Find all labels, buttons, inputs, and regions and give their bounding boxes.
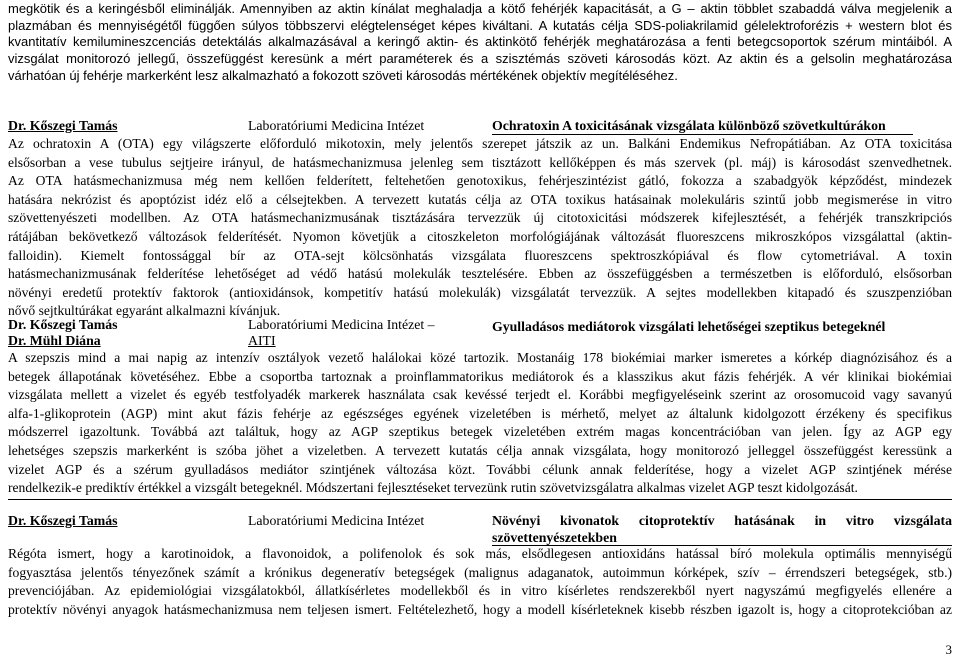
body-line: hatására nekrózist és apoptózist idéz elő a célsejtekben. A tervezett kutatás célja az OTA toxikus hatásainak molekuláris szintű jobb megismerése in vitro [8, 191, 952, 207]
body-line: nővő sejtkultúrákat egyaránt alkalmazni kívánjuk. [8, 303, 281, 319]
section-title: Ochratoxin A toxicitásának vizsgálata különböző szövetkultúrákon [492, 117, 913, 135]
body-line: rátájában bekövetkező változások felderítését. Nyomon követjük a citoszkeleton morfológiájának változását fluoreszcens mikroszkópos vizsgálattal (aktin- [8, 228, 952, 244]
body-line: falloidin). Kiemelt fontossággal bír az OTA-sejt kölcsönhatás vizsgálata fluoreszcens spektroszkópiával és flow cytometriával. A toxin [8, 247, 952, 263]
section-body [8, 545, 952, 619]
title-line: Növényi kivonatok citoprotektív hatásának in vitro vizsgálata [492, 513, 952, 528]
section-institute: AITI [248, 333, 276, 348]
page-number: 3 [945, 642, 952, 657]
body-line: szövettenyészeti modellben. Az OTA hatásmechanizmusának tisztázására tervezzük új citotoxicitási módszerek kifejlesztését, a fehérjék transzkripciós [8, 210, 952, 226]
section-divider [8, 499, 952, 500]
body-line: Régóta ismert, hogy a karotinoidok, a flavonoidok, a polifenolok és sok más, elsődlegesen antioxidáns hatással bíró molekula optimális mennyiségű [8, 546, 952, 561]
section-author: Dr. Mühl Diána [8, 333, 101, 348]
section-author: Dr. Kőszegi Tamás [8, 317, 118, 332]
intro-line: megkötik és a keringésből eliminálják. Amennyiben az aktin kínálat meghaladja a kötő fehérjék kapacitását, a G – aktin többlet szabaddá válva megjelenik a [8, 1, 952, 16]
intro-paragraph [8, 1, 952, 85]
section-title [492, 512, 952, 546]
section-institute: Laboratóriumi Medicina Intézet [248, 118, 425, 133]
body-line: vizsgálata mellett a vizelet és egyéb testfolyadék markerek használata csak kevéssé terjedt el. Korábbi megfigyeléseink szerint az orosomucoid vagy savanyú [8, 387, 952, 403]
body-line: A szepszis mind a mai napig az intenzív osztályok vezető halálokai közé tartozik. Mostanáig 178 biokémiai marker ismeretes a kórkép diagnózisához és a [8, 350, 952, 365]
title-line: szövettenyészetekben [492, 530, 617, 545]
body-line: növényi eredetű protektív faktorok (antioxidánsok, kompetitív hatású molekulák) vizsgálatát tervezzük. A sejtes modellekben kitapadó és szuszpenzióban [8, 284, 952, 300]
body-line: hatásmechanizmusának felderítése lehetőséget ad védő hatású molekulák tesztelésére. Ebben az összefüggésben a természetben is előforduló, elsősorban [8, 266, 952, 282]
body-line: rendelkezik-e prediktív értékkel a vizsgált betegeknél. Módszertani fejlesztéseket tervezünk rutin szövetvizsgálatra alkalmas vizelet AGP teszt kidolgozását. [8, 480, 858, 496]
intro-line: kvantitatív kemilumineszcenciás detektálás alkalmazásával a keringő aktin- és aktinkötő fehérjék meghatározása a fenti betegcsoportok szérum mintáiból. A [8, 34, 952, 50]
section-body [8, 349, 952, 498]
body-line: vizelet AGP és a szérum gyulladásos mediátor szintjének változása közt. További célunk annak felderítése, hogy a vizelet AGP szintjének mérése [8, 461, 952, 477]
body-line: fogyasztása jelentős tényezőnek számít a krónikus degeneratív betegségek (malignus adaganatok, autoimmun kórképek, szív – érrendszeri betegségek, stb.) [8, 564, 952, 580]
body-line: protektív növényi anyagok hatásmechanizmusa nem teljesen ismert. Feltételezhető, hogy a modell kísérleteknek kisebb részben igazolt is, hogy a citoprotekcióban az [8, 601, 952, 617]
section-body [8, 135, 952, 321]
intro-line: vizsgálat monitorozó jellegű, összefüggést keresünk a mért paraméterek és a szisztémás szöveti károsodás közt. Az aktin és a gelsolin meghatározása [8, 51, 952, 67]
section-title: Gyulladásos mediátorok vizsgálati lehetőségei szeptikus betegeknél [492, 319, 886, 334]
body-line: lehetséges szepszis markerként is szóba jöhet a vizeletben. A tervezett kutatás célja annak vizsgálata, hogy monitorozó jelleggel összefüggést keressünk a [8, 442, 952, 458]
body-line: elsősorban a vese tubulus sejtjeire irányul, de hatásmechanizmusa jelenleg sem tisztázott kellőképpen és más szervek (pl. máj) is károsodást szenvedhetnek. [8, 154, 952, 170]
body-line: betegek állapotának követéséhez. Ebbe a csoportba tartoznak a proinflammatorikus mediátorok és a klasszikus akut fázis fehérjék. A vér klinikai biokémiai [8, 368, 952, 384]
section-author: Dr. Kőszegi Tamás [8, 513, 118, 528]
body-line: prevenciójában. Az epidemiológiai vizsgálatokból, állatkísérletes modellekből és in vitro kísérletes rendszerekből nyert nagyszámú megfigyelés ellenére a [8, 583, 952, 599]
intro-line: várhatóan új fehérje markerként lesz alkalmazható a fokozott szöveti károsodás mértékének objektív megítéléséhez. [8, 67, 678, 83]
body-line: Az OTA hatásmechanizmusa még nem kellően felderített, feltehetően genotoxikus, fehérjeszintézist gátló, fokozza a szabadgyök képződést, mindezek [8, 173, 952, 189]
intro-line: plazmában és mennyiségétől függően súlyos többszervi elégtelenséget képes kiváltani. A kutatás célja SDS-poliakrilamid gélelektroforézis + western blot és [8, 17, 952, 33]
body-line: alfa-1-glikoprotein (AGP) mint akut fázis fehérje az egészséges egyének vizeletében is mérhető, melyet az általunk kidolgozott érzékeny és specifikus [8, 405, 952, 421]
section-author: Dr. Kőszegi Tamás [8, 118, 118, 133]
body-line: módszerrel igazoltunk. Továbbá azt találtuk, hogy az AGP szeptikus betegek vizeletében extrém magas koncentrációban van jelen. Így az AGP egy [8, 424, 952, 440]
body-line: Az ochratoxin A (OTA) egy világszerte előforduló mikotoxin, mely jelentős szerepet játszik az un. Balkáni Endemikus Nefropátiában. Az OTA toxicitása [8, 136, 952, 151]
section-institute: Laboratóriumi Medicina Intézet [248, 513, 425, 528]
section-institute: Laboratóriumi Medicina Intézet – [248, 317, 435, 332]
